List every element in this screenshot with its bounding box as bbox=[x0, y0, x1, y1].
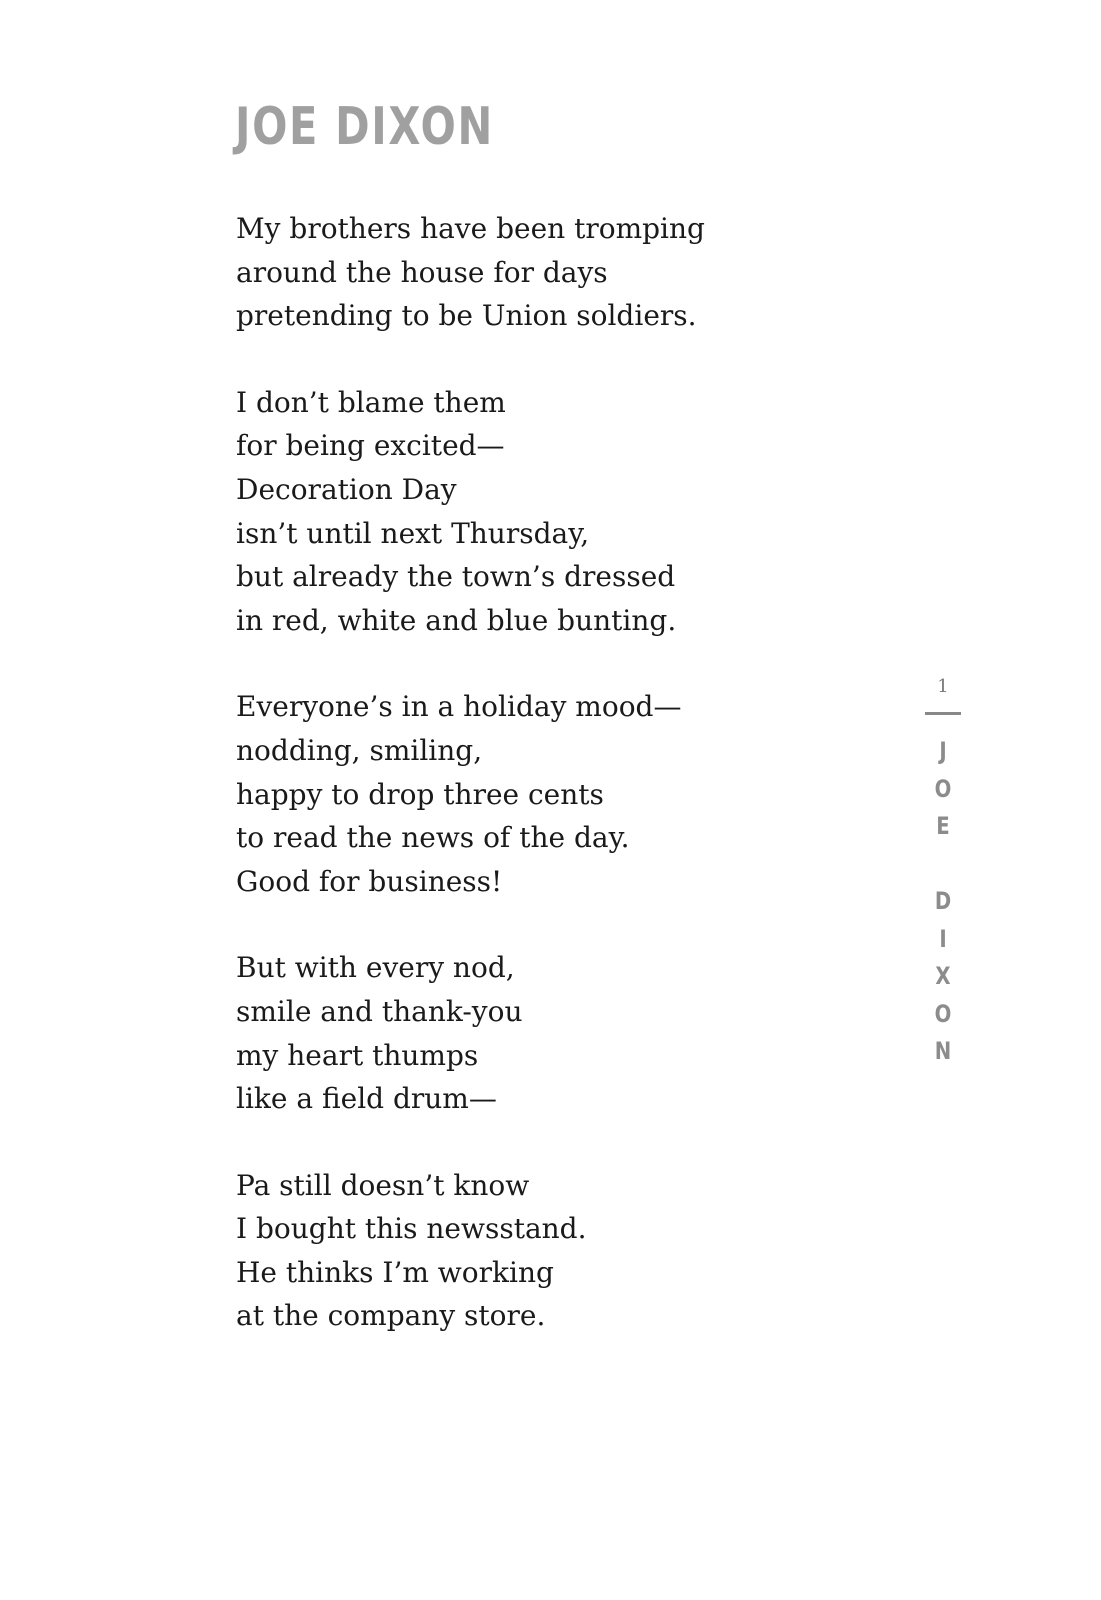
running-head-letter: D bbox=[934, 887, 952, 915]
poem-line: Decoration Day bbox=[236, 472, 457, 506]
poem-line: But with every nod, bbox=[236, 951, 515, 985]
page-number: 1 bbox=[937, 676, 949, 697]
poem-line: He thinks I’m working bbox=[236, 1255, 554, 1289]
poem-title: JOE DIXON bbox=[235, 97, 494, 157]
running-head-letter: X bbox=[935, 962, 951, 990]
poem-line: at the company store. bbox=[236, 1299, 546, 1333]
poem-line: in red, white and blue bunting. bbox=[236, 603, 677, 637]
stanza bbox=[236, 946, 796, 1120]
poem-line: but already the town’s dressed bbox=[236, 560, 676, 594]
running-head-letter bbox=[928, 846, 958, 884]
poem-body bbox=[236, 207, 796, 1381]
poem-line: My brothers have been tromping bbox=[236, 212, 705, 245]
poem-line: happy to drop three cents bbox=[236, 777, 604, 811]
running-head-letter: O bbox=[934, 774, 952, 803]
poem-line: to read the news of the day. bbox=[236, 821, 630, 855]
poem-line: pretending to be Union soldiers. bbox=[236, 299, 697, 333]
running-head-letter: J bbox=[939, 737, 947, 765]
poem-line: nodding, smiling, bbox=[236, 733, 483, 767]
poem-line: smile and thank-you bbox=[236, 994, 523, 1028]
running-head bbox=[925, 733, 961, 1071]
poem-line: Everyone’s in a holiday mood— bbox=[236, 690, 682, 724]
poem-line: isn’t until next Thursday, bbox=[236, 516, 590, 550]
poem-line: like a field drum— bbox=[236, 1082, 497, 1116]
stanza bbox=[236, 685, 796, 903]
poem-line: for being excited— bbox=[236, 429, 505, 463]
poem-line: Good for business! bbox=[236, 864, 503, 898]
folio bbox=[925, 676, 961, 1071]
stanza bbox=[236, 207, 796, 338]
running-head-letter: E bbox=[936, 812, 950, 840]
running-head-letter: N bbox=[934, 1037, 952, 1065]
running-head-letter: I bbox=[939, 924, 947, 953]
poem-line: Pa still doesn’t know bbox=[236, 1168, 530, 1202]
running-head-letter: O bbox=[934, 999, 952, 1028]
poem-line: I don’t blame them bbox=[236, 385, 506, 419]
folio-divider bbox=[925, 712, 961, 715]
poem-line: I bought this newsstand. bbox=[236, 1212, 587, 1246]
poem-line: around the house for days bbox=[236, 255, 608, 289]
stanza bbox=[236, 381, 796, 643]
stanza bbox=[236, 1164, 796, 1338]
poem-line: my heart thumps bbox=[236, 1038, 479, 1072]
